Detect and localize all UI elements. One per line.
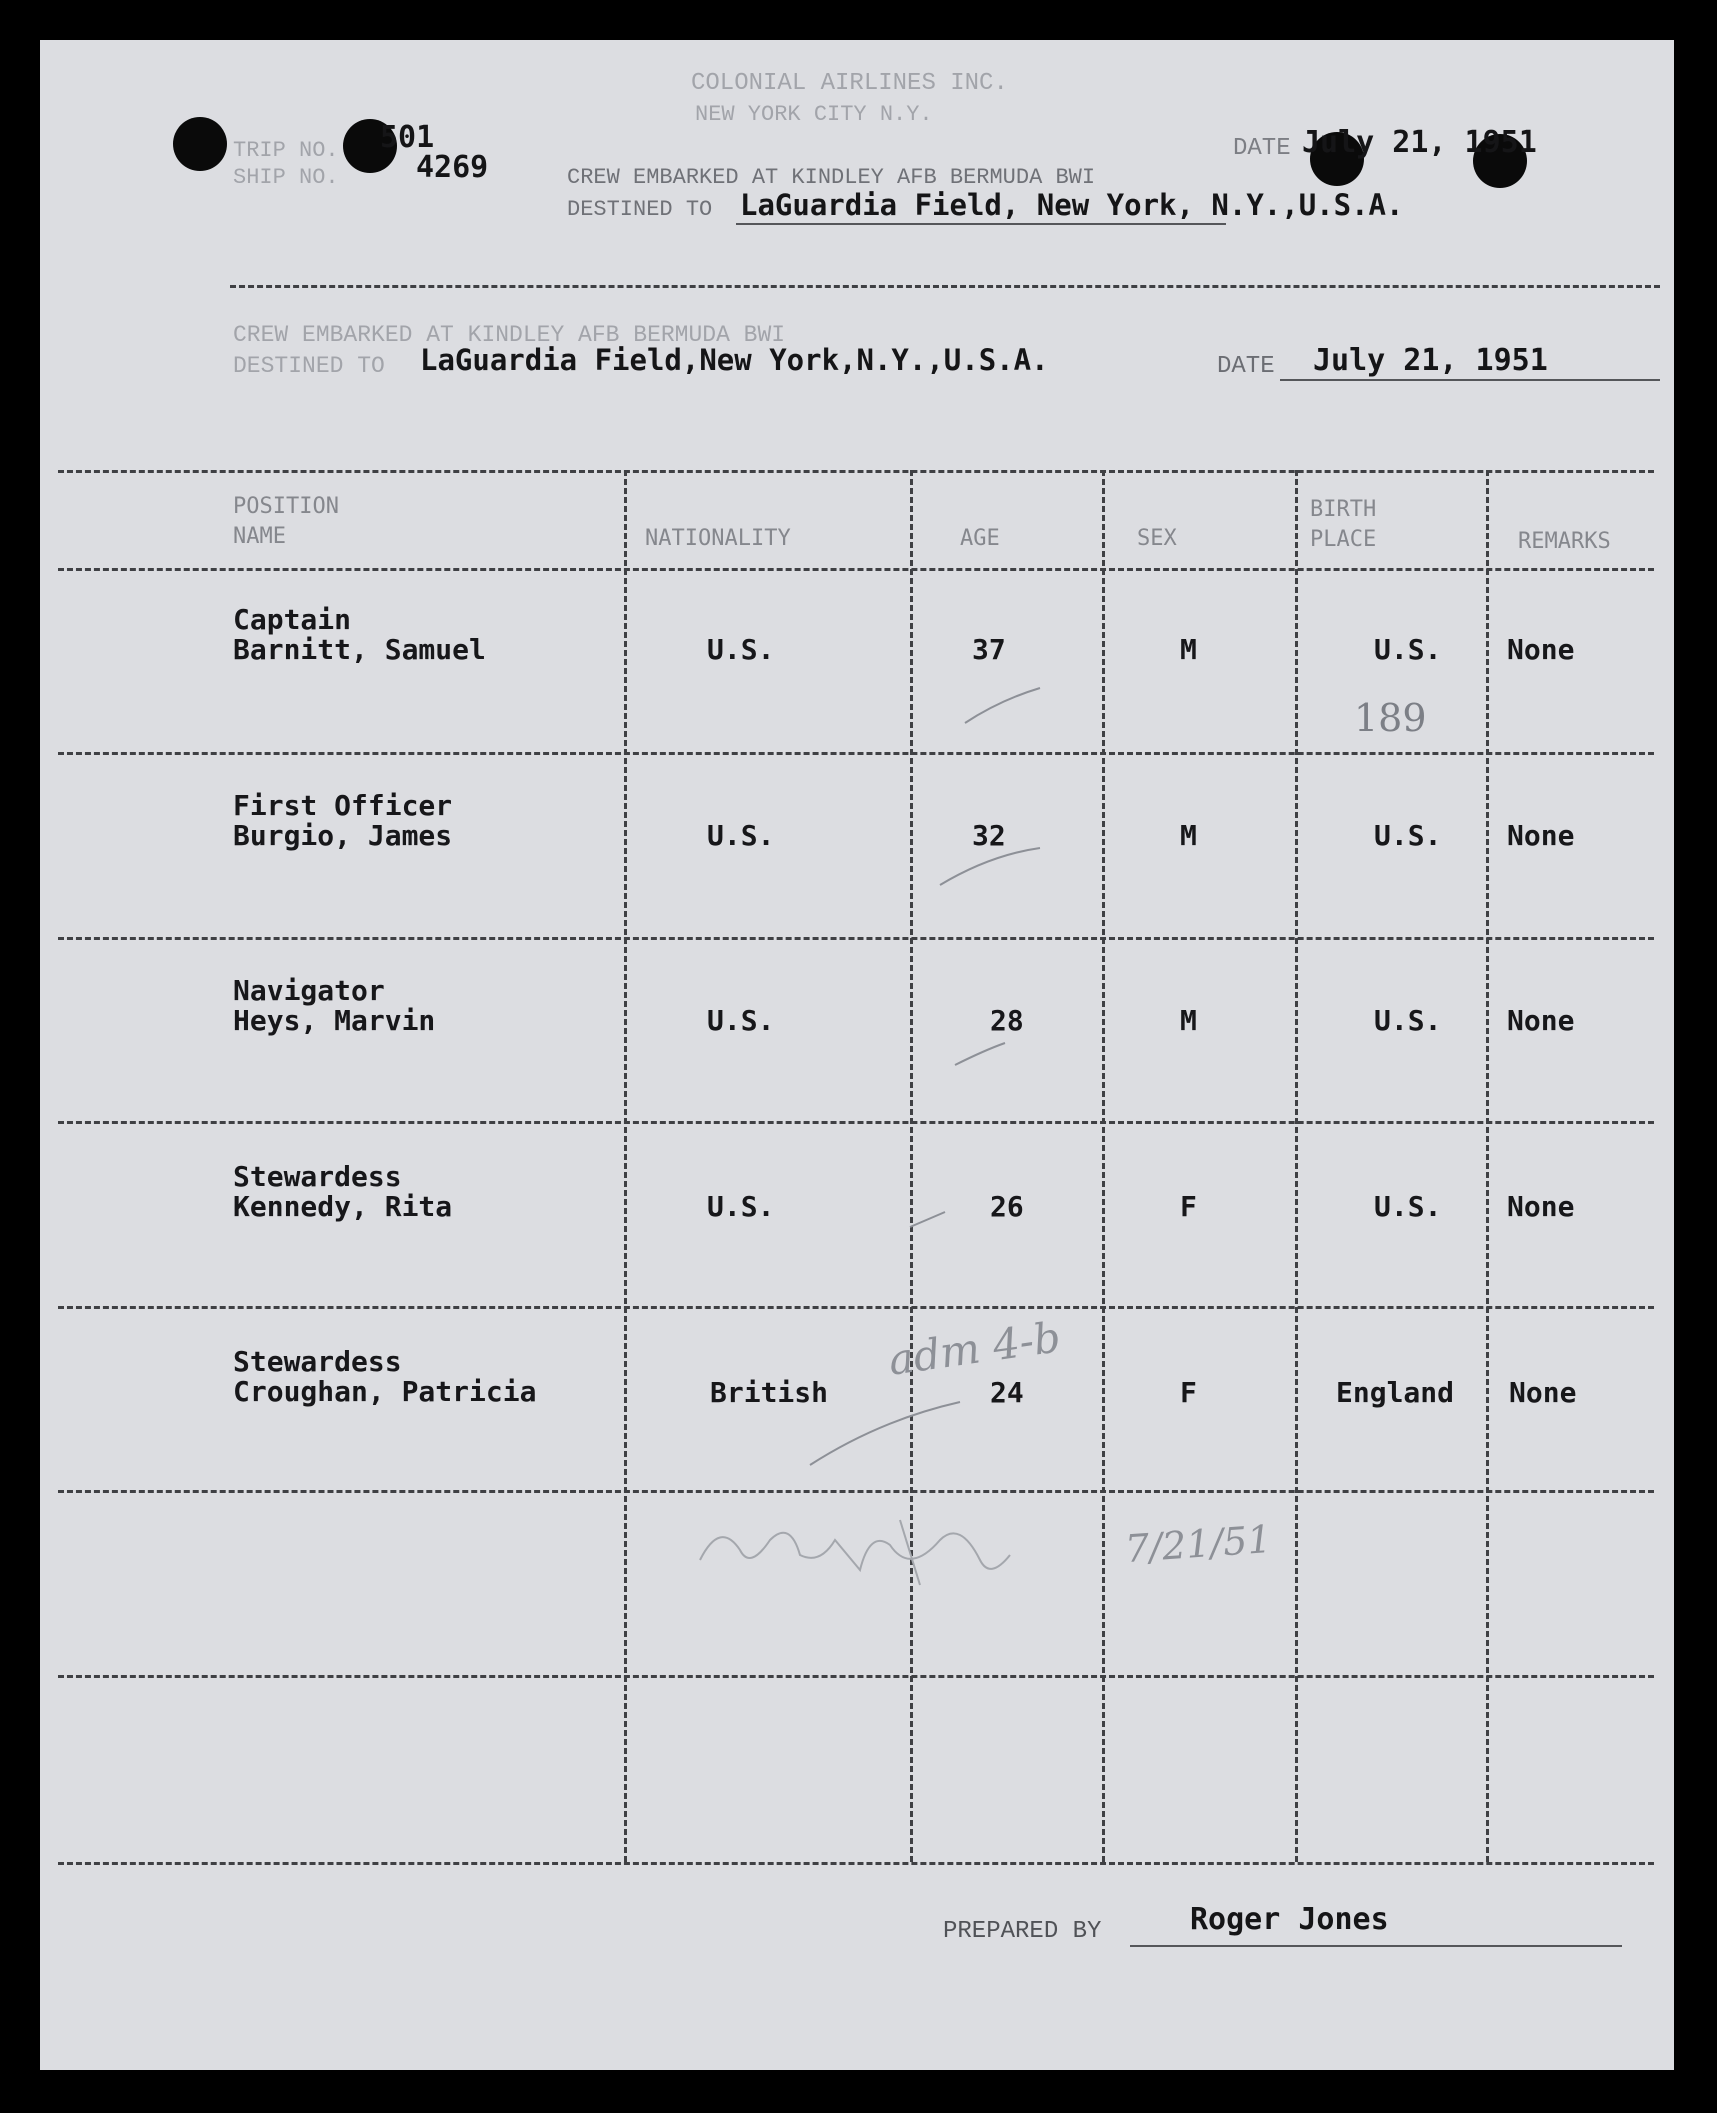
- form-date-value: July 21, 1951: [1313, 343, 1548, 378]
- form-destined-value: LaGuardia Field,New York,N.Y.,U.S.A.: [420, 343, 1049, 377]
- crew-remarks: None: [1509, 1376, 1577, 1409]
- form-embarked: CREW EMBARKED AT KINDLEY AFB BERMUDA BWI: [233, 322, 786, 348]
- signature-date: 7/21/51: [1123, 1516, 1273, 1572]
- manifest-sheet: [40, 40, 1674, 2070]
- col-header-position: POSITION: [233, 494, 339, 519]
- page-number-stamp: 189: [1354, 696, 1427, 740]
- crew-nationality: U.S.: [707, 1190, 775, 1223]
- prepared-by-value: Roger Jones: [1190, 1902, 1389, 1937]
- crew-sex: M: [1180, 819, 1197, 852]
- form-destined-label: DESTINED TO: [233, 353, 385, 379]
- col-header-remarks: REMARKS: [1518, 529, 1611, 554]
- ship-label: SHIP NO.: [233, 165, 339, 190]
- trip-label: TRIP NO.: [233, 138, 339, 163]
- crew-age: 24: [990, 1376, 1024, 1409]
- crew-name: Croughan, Patricia: [233, 1375, 537, 1408]
- crew-sex: F: [1180, 1376, 1197, 1409]
- pencil-note: adm 4-b: [885, 1312, 1064, 1385]
- prepared-by-label: PREPARED BY: [943, 1918, 1102, 1945]
- header-date-value: July 21, 1951: [1302, 125, 1537, 160]
- crew-age: 28: [990, 1004, 1024, 1037]
- crew-sex: M: [1180, 1004, 1197, 1037]
- crew-remarks: None: [1507, 819, 1575, 852]
- header-destined-label: DESTINED TO: [567, 197, 713, 222]
- crew-birthplace: U.S.: [1374, 819, 1442, 852]
- crew-nationality: U.S.: [707, 1004, 775, 1037]
- crew-sex: F: [1180, 1190, 1197, 1223]
- col-header-birth: BIRTH: [1310, 497, 1377, 522]
- crew-position: Stewardess: [233, 1160, 402, 1193]
- col-header-place: PLACE: [1310, 527, 1377, 552]
- crew-nationality: British: [710, 1376, 829, 1409]
- header-date-label: DATE: [1233, 135, 1291, 162]
- crew-position: Navigator: [233, 974, 385, 1007]
- form-date-label: DATE: [1217, 353, 1275, 380]
- crew-name: Barnitt, Samuel: [233, 633, 486, 666]
- crew-age: 32: [972, 819, 1006, 852]
- crew-nationality: U.S.: [707, 819, 775, 852]
- crew-remarks: None: [1507, 1190, 1575, 1223]
- signature: [660, 1500, 1080, 1600]
- company-city: NEW YORK CITY N.Y.: [695, 102, 933, 127]
- crew-sex: M: [1180, 633, 1197, 666]
- check-marks: [40, 40, 1674, 2070]
- crew-position: First Officer: [233, 789, 453, 822]
- header-destined-value: LaGuardia Field, New York, N.Y.,U.S.A.: [740, 188, 1404, 222]
- crew-remarks: None: [1507, 1004, 1575, 1037]
- header-embarked: CREW EMBARKED AT KINDLEY AFB BERMUDA BWI: [567, 165, 1096, 190]
- crew-nationality: U.S.: [707, 633, 775, 666]
- company-name: COLONIAL AIRLINES INC.: [691, 70, 1008, 97]
- crew-birthplace: U.S.: [1374, 1190, 1442, 1223]
- crew-age: 26: [990, 1190, 1024, 1223]
- crew-birthplace: England: [1336, 1376, 1455, 1409]
- col-header-nationality: NATIONALITY: [645, 526, 791, 551]
- crew-position: Captain: [233, 603, 352, 636]
- crew-birthplace: U.S.: [1374, 633, 1442, 666]
- crew-remarks: None: [1507, 633, 1575, 666]
- crew-name: Heys, Marvin: [233, 1004, 436, 1037]
- crew-name: Burgio, James: [233, 819, 453, 852]
- crew-position: Stewardess: [233, 1345, 402, 1378]
- trip-number: 501: [380, 120, 435, 155]
- crew-birthplace: U.S.: [1374, 1004, 1442, 1037]
- col-header-age: AGE: [960, 526, 1000, 551]
- col-header-sex: SEX: [1137, 526, 1177, 551]
- col-header-name: NAME: [233, 524, 286, 549]
- prepared-by-underline: [1130, 1945, 1622, 1947]
- crew-age: 37: [972, 633, 1006, 666]
- crew-name: Kennedy, Rita: [233, 1190, 453, 1223]
- ship-number: 4269: [416, 150, 489, 185]
